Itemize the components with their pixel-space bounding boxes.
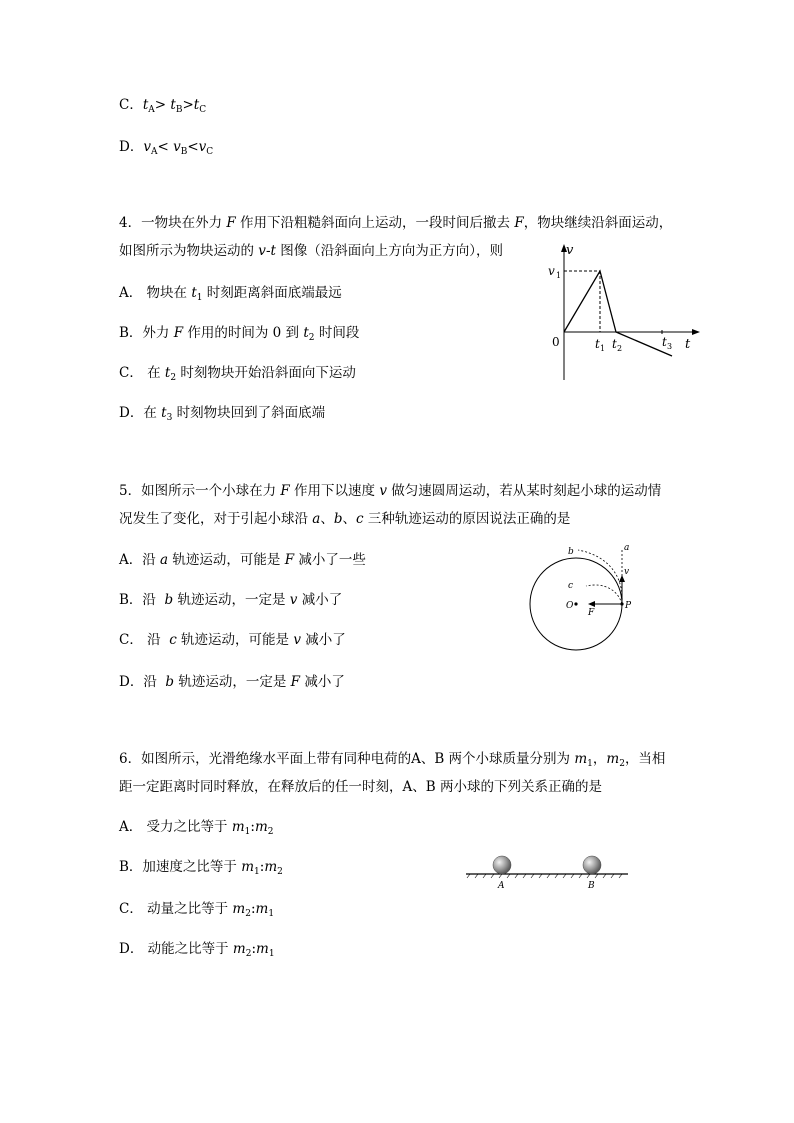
q5-option-d: D．沿 b 轨迹运动，一定是 F 减小了: [119, 674, 345, 690]
q4-stem-line1: 4．一物块在外力 F 作用下沿粗糙斜面向上运动，一段时间后撤去 F，物块继续沿斜面运动，: [119, 215, 673, 231]
q6-option-c: C． 动量之比等于 $m_2:m_1$: [119, 901, 275, 919]
option-label: C．: [119, 97, 143, 113]
tick-label-v1: v: [548, 264, 555, 278]
label-a: a: [624, 543, 630, 553]
q4-option-c: C． 在 $t_2$ 时刻物块开始沿斜面向下运动: [119, 365, 356, 383]
q6-option-d: D． 动能之比等于 $m_2:m_1$: [119, 941, 275, 959]
q5-option-a: A．沿 a 轨迹运动，可能是 F 减小了一些: [119, 552, 366, 568]
option-label: D．: [119, 139, 144, 155]
vt-graph: [540, 242, 705, 387]
tick-label-t2-sub: 2: [617, 344, 623, 353]
axis-label-v: v: [566, 243, 574, 258]
label-b: b: [568, 547, 574, 557]
q5-stem-line2: 况发生了变化，对于引起小球沿 a、b、c 三种轨迹运动的原因说法正确的是: [119, 511, 571, 527]
tick-label-t3: t: [662, 335, 667, 349]
two-balls-figure: [464, 850, 632, 892]
ball-b: [583, 856, 601, 874]
tick-label-t2: t: [612, 337, 617, 351]
q4-stem-line2: 如图所示为物块运动的 v-t 图像（沿斜面向上方向为正方向），则: [119, 243, 503, 259]
axis-label-t: t: [685, 337, 691, 352]
circular-motion-figure: [528, 538, 648, 650]
tick-label-t3-sub: 3: [667, 342, 673, 351]
q6-option-b: B．加速度之比等于 $m_1:m_2$: [119, 859, 283, 877]
label-p: P: [625, 601, 632, 611]
q3-option-d: D．$v_A< v_B<v_C$: [119, 139, 214, 157]
label-f: F: [588, 608, 595, 618]
tick-label-v1-sub: 1: [556, 271, 562, 280]
q5-option-b: B．沿 b 轨迹运动，一定是 v 减小了: [119, 592, 343, 608]
q5-stem-line1: 5．如图所示一个小球在力 F 作用下以速度 v 做匀速圆周运动，若从某时刻起小球的运动情: [119, 483, 662, 499]
q6-stem-line2: 距一定距离时同时释放，在释放后的任一时刻，A、B 两小球的下列关系正确的是: [119, 779, 602, 795]
tick-label-t1: t: [595, 337, 600, 351]
label-a: A: [498, 881, 505, 891]
q5-option-c: C． 沿 c 轨迹运动，可能是 v 减小了: [119, 632, 346, 648]
q6-stem-line1: 6．如图所示，光滑绝缘水平面上带有同种电荷的A、B 两个小球质量分别为 $m_1$，$m_2$，当相: [119, 751, 666, 769]
label-o: O: [566, 601, 574, 611]
label-b: B: [588, 881, 595, 891]
origin-label: 0: [552, 335, 560, 349]
q4-option-d: D．在 $t_3$ 时刻物块回到了斜面底端: [119, 405, 326, 423]
q6-option-a: A． 受力之比等于 $m_1:m_2$: [119, 819, 274, 837]
label-c: c: [568, 581, 574, 591]
q3-option-c: C．$t_A> t_B>t_C$: [119, 97, 207, 115]
ball-a: [493, 856, 511, 874]
label-v: v: [624, 567, 630, 577]
q4-option-a: A． 物块在 $t_1$ 时刻距离斜面底端最远: [119, 285, 342, 303]
tick-label-t1-sub: 1: [600, 344, 606, 353]
q4-option-b: B．外力 F 作用的时间为 0 到 $t_2$ 时间段: [119, 325, 360, 343]
